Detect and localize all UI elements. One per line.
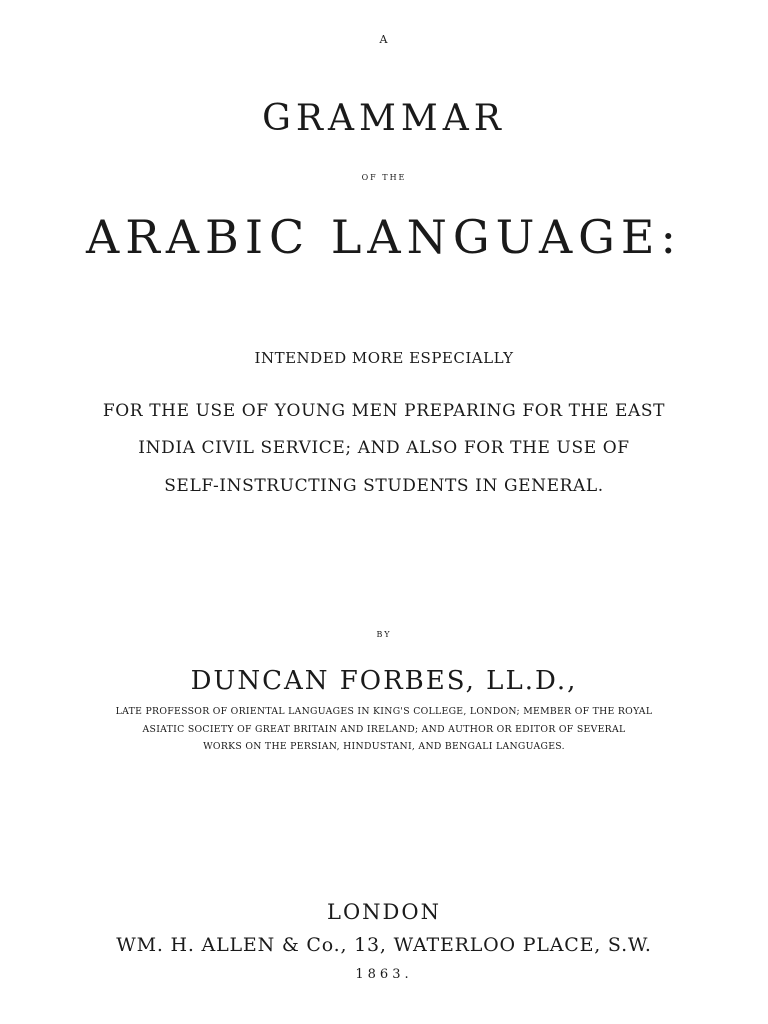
author-name: DUNCAN FORBES, LL.D., [190,666,578,696]
imprint-year: 1863. [355,967,413,982]
title-grammar: GRAMMAR [262,98,506,139]
title-article: A [379,33,389,46]
imprint-city: LONDON [327,900,441,924]
purpose-line: SELF-INSTRUCTING STUDENTS IN GENERAL. [164,476,604,496]
intended-line: INTENDED MORE ESPECIALLY [254,349,514,367]
author-credentials-line: WORKS ON THE PERSIAN, HINDUSTANI, AND BENGALI LANGUAGES. [203,741,565,752]
title-arabic-language: ARABIC LANGUAGE: [85,210,683,264]
purpose-line: INDIA CIVIL SERVICE; AND ALSO FOR THE USE OF [138,438,630,458]
author-credentials-line: ASIATIC SOCIETY OF GREAT BRITAIN AND IRELAND; AND AUTHOR OR EDITOR OF SEVERAL [142,724,626,735]
author-credentials-line: LATE PROFESSOR OF ORIENTAL LANGUAGES IN KING'S COLLEGE, LONDON; MEMBER OF THE ROYAL [115,706,653,717]
imprint-publisher: WM. H. ALLEN & Co., 13, WATERLOO PLACE, S.W. [116,934,652,956]
by-line: BY [376,630,392,639]
title-connector: OF THE [361,173,407,182]
purpose-line: FOR THE USE OF YOUNG MEN PREPARING FOR THE EAST [102,401,666,421]
